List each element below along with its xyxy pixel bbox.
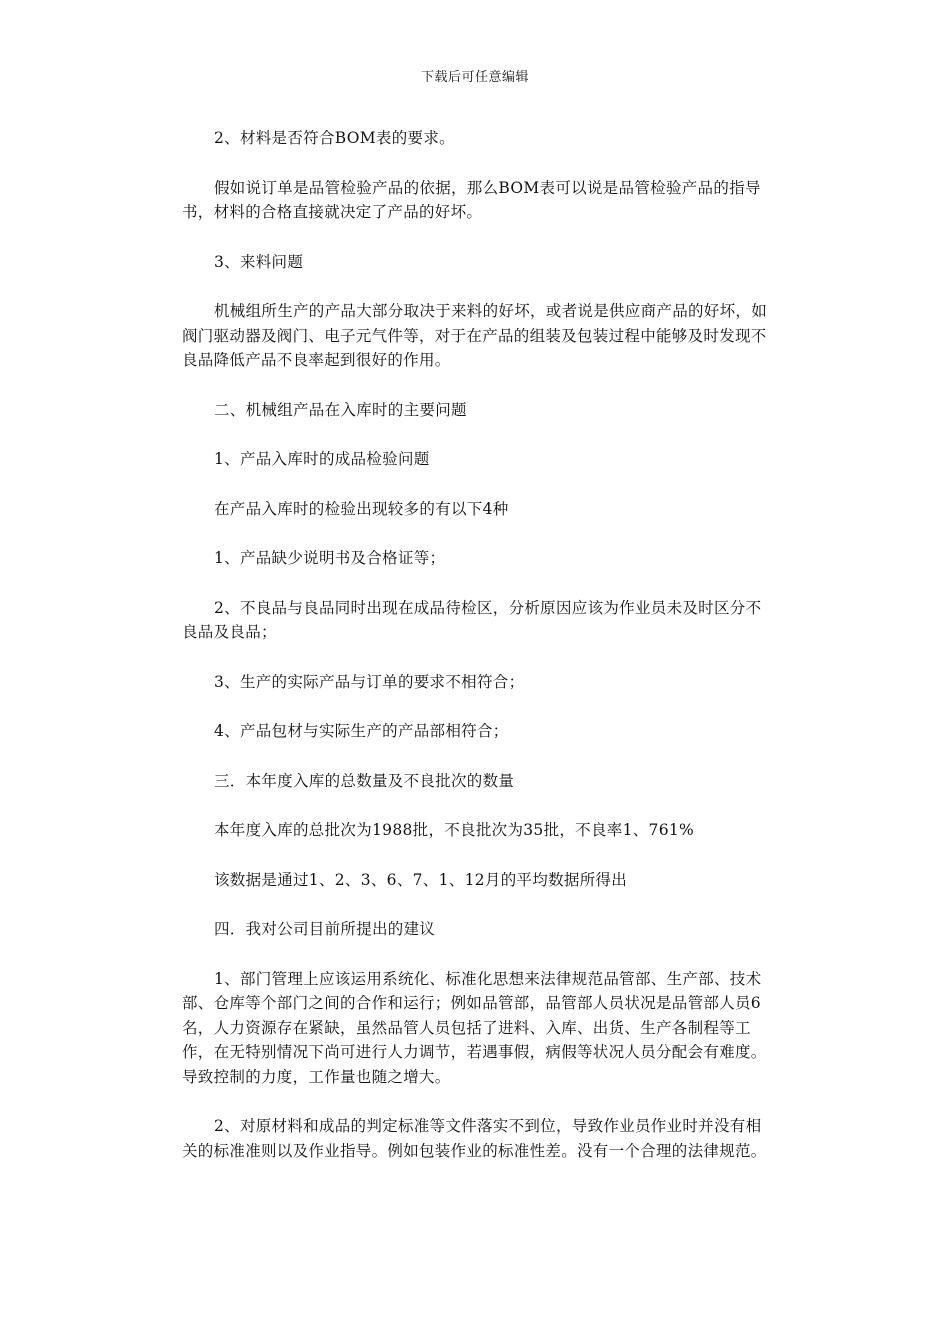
document-body xyxy=(182,126,772,1188)
download-edit-note: 下载后可任意编辑 xyxy=(420,70,529,85)
paragraph-data-source: 该数据是通过1、2、3、6、7、1、12月的平均数据所得出 xyxy=(214,870,628,889)
section-heading-warehousing-issues: 二、机械组产品在入库时的主要问题 xyxy=(214,400,467,419)
paragraph-bom-requirement: 2、材料是否符合BOM表的要求。 xyxy=(214,129,455,147)
paragraph-finished-inspection-heading: 1、产品入库时的成品检验问题 xyxy=(214,450,430,468)
section-heading-annual-quantity: 三．本年度入库的总数量及不良批次的数量 xyxy=(214,771,515,790)
list-item-mixed-products: 2、不良品与良品同时出现在成品待检区，分析原因应该为作业员未及时区分不良品及良品； xyxy=(182,598,762,641)
paragraph-suggestion-standards: 2、对原材料和成品的判定标准等文件落实不到位，导致作业员作业时并没有相关的标准准则以及作业指导。例如包装作业的标准性差。没有一个合理的法律规范。 xyxy=(182,1117,767,1160)
paragraph-incoming-material-heading: 3、来料问题 xyxy=(214,252,304,271)
paragraph-annual-batch-stats: 本年度入库的总批次为1988批，不良批次为35批，不良率1、761% xyxy=(214,821,695,839)
list-item-missing-manual: 1、产品缺少说明书及合格证等； xyxy=(214,549,446,567)
section-heading-suggestions: 四．我对公司目前所提出的建议 xyxy=(214,920,436,938)
list-item-order-mismatch: 3、生产的实际产品与订单的要求不相符合； xyxy=(214,672,525,691)
paragraph-bom-guide: 假如说订单是品管检验产品的依据，那么BOM表可以说是品管检验产品的指导书，材料的合格直接就决定了产品的好坏。 xyxy=(182,178,761,221)
paragraph-four-issues-intro: 在产品入库时的检验出现较多的有以下4种 xyxy=(214,499,509,518)
paragraph-incoming-material-detail: 机械组所生产的产品大部分取决于来料的好坏，或者说是供应商产品的好坏，如阀门驱动器及阀门、电子元气件等，对于在产品的组装及包装过程中能够及时发现不良品降低产品不良率起到很好的作用。 xyxy=(182,302,768,369)
paragraph-suggestion-management: 1、部门管理上应该运用系统化、标准化思想来法律规范品管部、生产部、技术部、仓库等个部门之间的合作和运行；例如品管部，品管部人员状况是品管部人员6名，人力资源存在紧缺，虽然品管人员包括了进料、入库、出货、生产各制程等工作，在无特别情况下尚可进行人力调节，若遇事假，病假等状况人员分配会有难度。导致控制的力度，工作量也随之增大。 xyxy=(182,969,767,1086)
list-item-packaging-mismatch: 4、产品包材与实际生产的产品部相符合； xyxy=(214,722,509,740)
